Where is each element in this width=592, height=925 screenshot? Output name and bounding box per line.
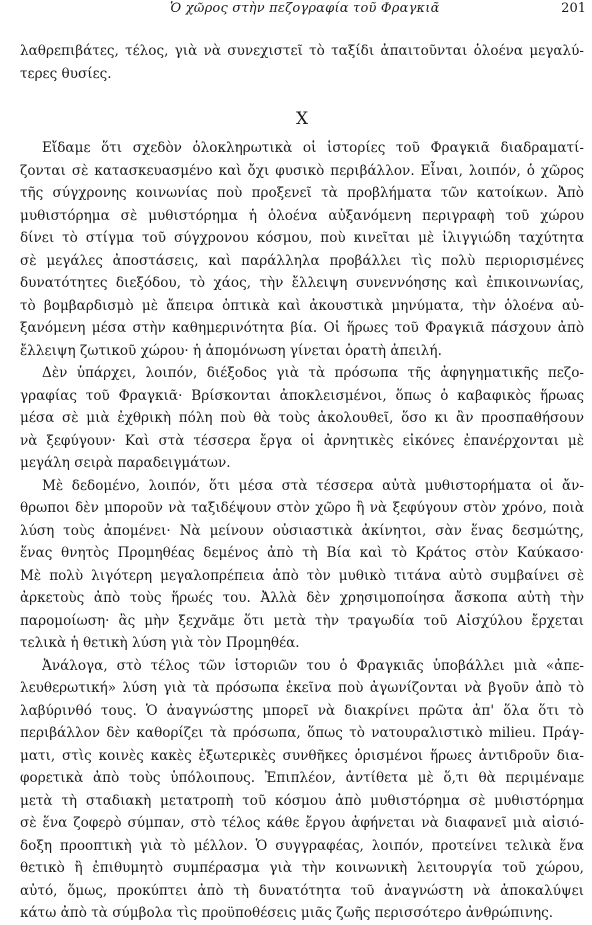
text-line: παρομοίωση· ἂς μὴν ξεχνᾶμε ὅτι μετὰ τὴν τραγωδία τοῦ Αἰσχύλου ἔρχεται [20, 612, 584, 629]
text-line: λαθρεπιβάτες, τέλος, γιὰ νὰ συνεχιστεῖ τὸ ταξίδι ἀπαιτοῦνται ὁλοένα μεγαλύ- [20, 43, 584, 59]
running-title: Ὁ χῶρος στὴν πεζογραφία τοῦ Φραγκιᾶ [170, 1, 440, 16]
paragraph [20, 40, 584, 85]
paragraph [20, 475, 584, 655]
page-number: 201 [561, 1, 586, 16]
paragraph [20, 362, 584, 475]
text-line: λαβύρινθό τους. Ὁ ἀναγνώστης μπορεῖ νὰ διακρίνει πρῶτα ἀπ' ὅλα ὅτι τὸ [20, 702, 584, 719]
text-line: τῆς σύγχρονης κοινωνίας ποὺ προξενεῖ τὰ προβλήματα τῶν κατοίκων. Ἀπὸ [20, 185, 584, 201]
paragraph [20, 655, 584, 925]
section-heading: X [295, 109, 309, 129]
text-line: μεγάλη σειρὰ παραδειγμάτων. [20, 455, 231, 471]
body-text [20, 40, 584, 925]
text-line: θρωποι δὲν μποροῦν νὰ ταξιδέψουν στὸν χῶρο ἢ νὰ ξεφύγουν στὸν χρόνο, ποιὰ [20, 500, 584, 516]
text-line: ματι, στὶς κοινὲς κακὲς ἐξωτερικὲς συνθῆκες ὁρισμένοι ἥρωες ἀντιδροῦν δια- [20, 747, 584, 764]
text-line: ἔλλειψη ζωτικοῦ χώρου· ἡ ἀπομόνωση γίνεται ὁρατὴ ἀπειλή. [20, 342, 442, 359]
text-line: σὲ ἕνα ζοφερὸ σύμπαν, στὸ τέλος κάθε ἔργου ἀφήνεται νὰ διαφανεῖ μιὰ αἰσιό- [20, 815, 584, 831]
text-line: μετὰ τὴ σταδιακὴ μετατροπὴ τοῦ κόσμου ἀπὸ μυθιστόρημα σὲ μυθιστόρημα [20, 792, 584, 809]
text-line: θετικὸ ἢ ἐπιθυμητὸ συμπέρασμα γιὰ τὴν κοινωνικὴ λειτουργία τοῦ χώρου, [20, 860, 584, 876]
text-line: ζονται σὲ κατασκευασμένο καὶ ὄχι φυσικὸ περιβάλλον. Εἶναι, λοιπόν, ὁ χῶρος [20, 162, 584, 179]
text-line: φορετικὰ ἀπὸ τοὺς ὑπόλοιπους. Ἐπιπλέον, ἀντίθετα μὲ ὅ,τι θὰ περιμέναμε [20, 770, 584, 786]
paragraph [20, 137, 584, 362]
text-line: ἕνας θνητὸς Προμηθέας δεμένος ἀπὸ τὴ Βία καὶ τὸ Κράτος στὸν Καύκασο· [20, 545, 584, 561]
text-line: δοξη προοπτικὴ γιὰ τὸ μέλλον. Ὁ συγγραφέας, λοιπόν, προτείνει τελικὰ ἕνα [20, 837, 584, 854]
text-line: μυθιστόρημα σὲ μυθιστόρημα ἡ ὁλοένα αὐξανόμενη περιγραφὴ τοῦ χώρου [20, 207, 584, 224]
text-line: Μὲ δεδομένο, λοιπόν, ὅτι μέσα στὰ τέσσερα αὐτὰ μυθιστορήματα οἱ ἄν- [42, 477, 584, 494]
text-line: ξανόμενη μέσα στὴν καθημερινότητα βία. Οἱ ἥρωες τοῦ Φραγκιᾶ πάσχουν ἀπὸ [20, 320, 584, 336]
text-line: γραφίας τοῦ Φραγκιᾶ· Βρίσκονται ἀποκλεισμένοι, ὅπως ὁ καβαφικὸς ἥρωας [20, 387, 584, 404]
text-line: σὲ μεγάλες ἀποστάσεις, καὶ παράλληλα προβάλλει τὶς πολὺ περιορισμένες [20, 252, 584, 269]
text-line: λευθερωτική» λύση γιὰ τὰ πρόσωπα ἐκεῖνα ποὺ ἀγωνίζονται νὰ βγοῦν ἀπὸ τὸ [20, 680, 584, 696]
text-line: δίνει τὸ στίγμα τοῦ σύγχρονου κόσμου, ποὺ κινεῖται μὲ ἰλιγγιώδη ταχύτητα [20, 230, 584, 246]
page-header [20, 0, 586, 20]
text-line: μέσα σὲ μιὰ ἐχθρικὴ πόλη ποὺ θὰ τοὺς ἀκολουθεῖ, ὅσο κι ἂν προσπαθήσουν [20, 410, 584, 426]
text-line: περιβάλλον δὲν καθορίζει τὰ πρόσωπα, ὅπως τὸ νατουραλιστικὸ milieu. Πράγ- [20, 725, 584, 741]
text-line: τὸ βομβαρδισμὸ μὲ ἄπειρα ὀπτικὰ καὶ ἀκουστικὰ μηνύματα, τὴν ὁλοένα αὐ- [20, 297, 584, 314]
text-line: κάτω ἀπὸ τὰ σύμβολα τὶς προϋποθέσεις μιᾶς ζωῆς περισσότερο ἀνθρώπινης. [20, 905, 554, 921]
text-line: Μὲ πολὺ λιγότερη μεγαλοπρέπεια ἀπὸ τὸν μυθικὸ τιτάνα αὐτὸ συμβαίνει σὲ [20, 567, 584, 584]
text-line: τελικὰ ἡ θετικὴ λύση γιὰ τὸν Προμηθέα. [20, 635, 300, 651]
text-line: δυνατότητες διεξόδου, τὸ χάος, τὴν ἔλλειψη συνεννόησης καὶ ἐπικοινωνίας, [20, 275, 584, 291]
text-line: Δὲν ὑπάρχει, λοιπόν, διέξοδος γιὰ τὰ πρόσωπα τῆς ἀφηγηματικῆς πεζο- [42, 365, 584, 381]
text-line: τερες θυσίες. [20, 65, 112, 82]
text-line: αὐτό, ὅμως, προκύπτει ἀπὸ τὴ δυνατότητα τοῦ ἀναγνώστη νὰ ἀποκαλύψει [20, 882, 584, 899]
text-line: Εἴδαμε ὅτι σχεδὸν ὁλοκληρωτικὰ οἱ ἱστορίες τοῦ Φραγκιᾶ διαδραματί- [42, 140, 584, 156]
paragraph-group [20, 137, 584, 925]
text-line: ἀρκετοὺς ἀπὸ τοὺς ἥρωές του. Ἀλλὰ δὲν χρησιμοποίησα ἄσκοπα αὐτὴ τὴν [20, 590, 584, 606]
text-line: λύση τοὺς ἀπομένει· Νὰ μείνουν οὐσιαστικὰ ἀκίνητοι, σὰν ἕνας δεσμώτης, [20, 522, 584, 539]
text-line: Ἀνάλογα, στὸ τέλος τῶν ἱστοριῶν του ὁ Φραγκιᾶς ὑποβάλλει μιὰ «ἀπε- [42, 657, 584, 674]
text-line: νὰ ξεφύγουν· Καὶ στὰ τέσσερα ἔργα οἱ ἀρνητικὲς εἰκόνες ἐπανέρχονται μὲ [20, 432, 584, 449]
